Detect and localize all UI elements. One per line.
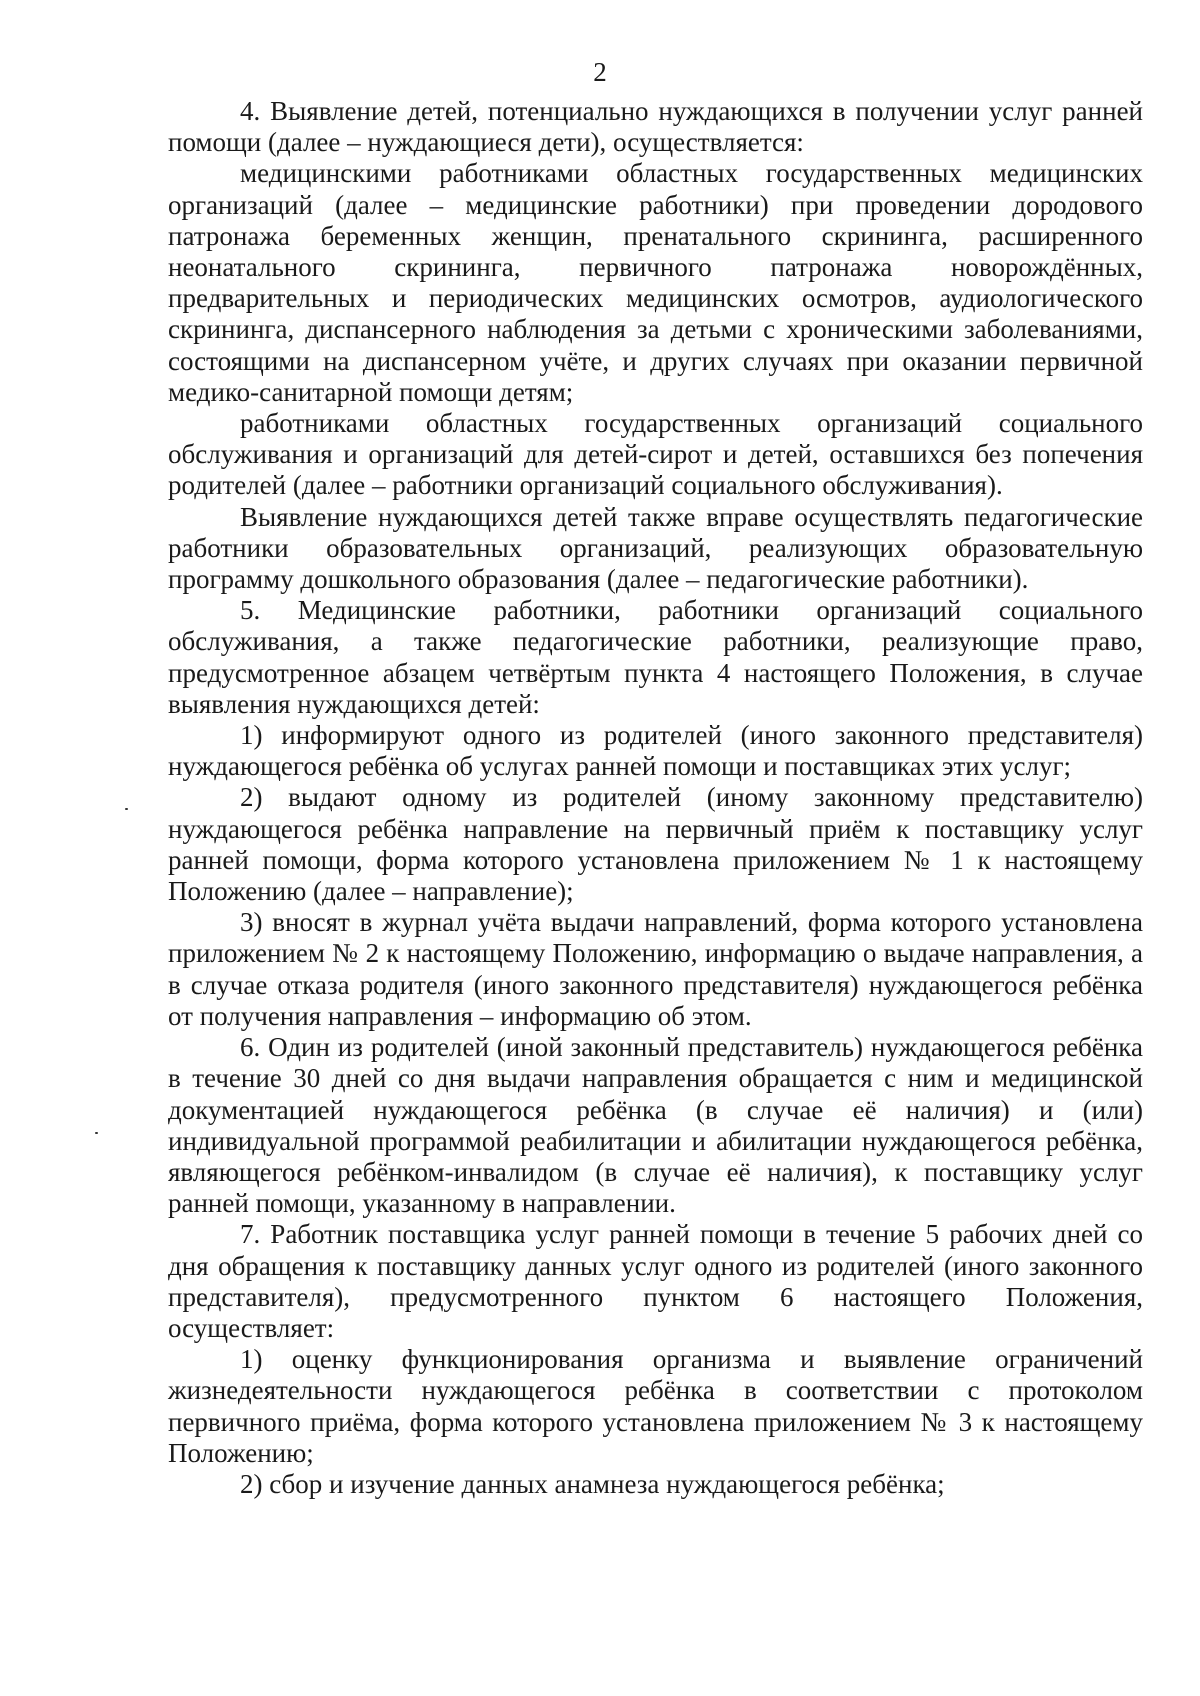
paragraph-item-7: 7. Работник поставщика услуг ранней помощи в течение 5 рабочих дней со дня обращения к поставщику данных услуг одного из родителей (иного законного представителя), предусмотренного пунктом 6 настоящего Положения, осуществляет: (168, 1219, 1143, 1343)
paragraph-item-5-2: 2) выдают одному из родителей (иному законному представителю) нуждающегося ребёнка направление на первичный приём к поставщику услуг ранней помощи, форма которого установлена приложением № 1 к настоящему Положению (далее – направление); (168, 782, 1143, 907)
paragraph-item-5-1: 1) информируют одного из родителей (иного законного представителя) нуждающегося ребёнка об услугах ранней помощи и поставщиках этих услуг; (168, 720, 1143, 782)
scan-artifact (95, 1132, 98, 1134)
paragraph-item-4: 4. Выявление детей, потенциально нуждающихся в получении услуг ранней помощи (далее – нуждающиеся дети), осуществляется: (168, 96, 1143, 158)
paragraph-item-5: 5. Медицинские работники, работники организаций социального обслуживания, а также педагогические работники, реализующие право, предусмотренное абзацем четвёртым пункта 4 настоящего Положения, в случае выявления нуждающихся детей: (168, 595, 1143, 719)
paragraph-pedagogical-workers: Выявление нуждающихся детей также вправе осуществлять педагогические работники образовательных организаций, реализующих образовательную программу дошкольного образования (далее – педагогические работники). (168, 501, 1143, 595)
paragraph-item-6: 6. Один из родителей (иной законный представитель) нуждающегося ребёнка в течение 30 дней со дня выдачи направления обращается с ним и медицинской документацией нуждающегося ребёнка (в случае её наличия) и (или) индивидуальной программой реабилитации и абилитации нуждающегося ребёнка, являющегося ребёнком-инвалидом (в случае её наличия), к поставщику услуг ранней помощи, указанному в направлении. (168, 1032, 1143, 1219)
paragraph-social-workers: работниками областных государственных организаций социального обслуживания и организаций для детей-сирот и детей, оставшихся без попечения родителей (далее – работники организаций социального обслуживания). (168, 408, 1143, 501)
document-body (168, 96, 1143, 1500)
paragraph-item-7-2: 2) сбор и изучение данных анамнеза нуждающегося ребёнка; (240, 1468, 945, 1499)
scan-artifact (125, 808, 128, 810)
page-number: 2 (593, 57, 607, 87)
paragraph-medical-workers: медицинскими работниками областных государственных медицинских организаций (далее – медицинские работники) при проведении дородового патронажа беременных женщин, пренатального скрининга, расширенного неонатального скрининга, первичного патронажа новорождённых, предварительных и периодических медицинских осмотров, аудиологического скрининга, диспансерного наблюдения за детьми с хроническими заболеваниями, состоящими на диспансерном учёте, и других случаях при оказании первичной медико-санитарной помощи детям; (168, 158, 1143, 407)
paragraph-item-7-1: 1) оценку функционирования организма и выявление ограничений жизнедеятельности нуждающегося ребёнка в соответствии с протоколом первичного приёма, форма которого установлена приложением № 3 к настоящему Положению; (168, 1344, 1143, 1468)
paragraph-item-5-3: 3) вносят в журнал учёта выдачи направлений, форма которого установлена приложением № 2 к настоящему Положению, информацию о выдаче направления, а в случае отказа родителя (иного законного представителя) нуждающегося ребёнка от получения направления – информацию об этом. (168, 907, 1143, 1031)
